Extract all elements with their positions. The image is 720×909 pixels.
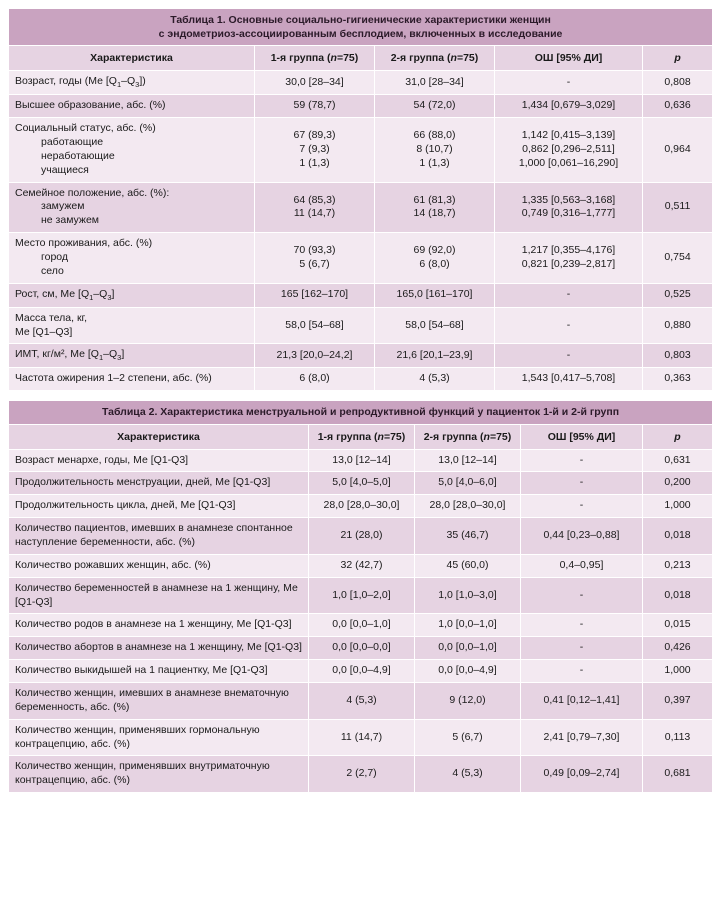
- row-p: 0,525: [643, 283, 713, 307]
- table-row: [9, 118, 713, 182]
- table-row: [9, 554, 713, 577]
- table-row: [9, 637, 713, 660]
- row-label: [9, 233, 255, 284]
- row-or: 0,4–0,95]: [521, 554, 643, 577]
- row-label: Высшее образование, абс. (%): [9, 95, 255, 118]
- row-sublabel: учащиеся: [41, 163, 89, 176]
- table-row: [9, 719, 713, 756]
- row-group2: 4 (5,3): [415, 756, 521, 793]
- row-group1: 4 (5,3): [309, 682, 415, 719]
- row-or: 1,434 [0,679–3,029]: [495, 95, 643, 118]
- row-group2: 9 (12,0): [415, 682, 521, 719]
- row-label-main: Семейное положение, абс. (%):: [15, 186, 170, 199]
- row-group1: 21,3 [20,0–24,2]: [255, 344, 375, 368]
- row-or: -: [495, 283, 643, 307]
- row-label: Количество рожавших женщин, абс. (%): [9, 554, 309, 577]
- row-group1: 2 (2,7): [309, 756, 415, 793]
- row-p: 0,511: [643, 182, 713, 233]
- row-label: Количество родов в анамнезе на 1 женщину, Ме [Q1-Q3]: [9, 614, 309, 637]
- table-2-col-or-ci: ОШ [95% ДИ]: [521, 424, 643, 449]
- table-2: [8, 400, 713, 793]
- row-group1: 58,0 [54–68]: [255, 307, 375, 344]
- row-or: 0,49 [0,09–2,74]: [521, 756, 643, 793]
- table-2-col-group-1: 1-я группа (n=75): [309, 424, 415, 449]
- row-p: 0,803: [643, 344, 713, 368]
- row-or: -: [521, 660, 643, 683]
- row-label: Количество абортов в анамнезе на 1 женщину, Ме [Q1-Q3]: [9, 637, 309, 660]
- table-1: [8, 8, 713, 391]
- row-or: 1,335 [0,563–3,168] 0,749 [0,316–1,777]: [495, 182, 643, 233]
- row-group2: 1,0 [1,0–3,0]: [415, 577, 521, 614]
- row-group1: 70 (93,3) 5 (6,7): [255, 233, 375, 284]
- row-label: Возраст менархе, годы, Ме [Q1-Q3]: [9, 449, 309, 472]
- row-group2: 5 (6,7): [415, 719, 521, 756]
- row-group2: 21,6 [20,1–23,9]: [375, 344, 495, 368]
- row-group2: 165,0 [161–170]: [375, 283, 495, 307]
- row-group2: 45 (60,0): [415, 554, 521, 577]
- table-2-caption-row: [9, 401, 713, 424]
- row-or: -: [521, 495, 643, 518]
- table-2-col-characteristic: Характеристика: [9, 424, 309, 449]
- row-label: Продолжительность цикла, дней, Ме [Q1-Q3]: [9, 495, 309, 518]
- row-group1: 0,0 [0,0–1,0]: [309, 614, 415, 637]
- table-row: [9, 472, 713, 495]
- row-or: 1,142 [0,415–3,139] 0,862 [0,296–2,511] 1,000 [0,061–16,290]: [495, 118, 643, 182]
- row-label: Количество женщин, применявших внутриматочную контрацепцию, абс. (%): [9, 756, 309, 793]
- table-2-caption: Таблица 2. Характеристика менструальной и репродуктивной функций у пациенток 1-й и 2-й групп: [9, 401, 713, 424]
- row-p: 0,636: [643, 95, 713, 118]
- row-p: 0,363: [643, 368, 713, 391]
- table-2-col-p: p: [643, 424, 713, 449]
- row-group1: 59 (78,7): [255, 95, 375, 118]
- table-row: [9, 233, 713, 284]
- row-or: -: [495, 71, 643, 95]
- row-label: Рост, см, Ме $[Q_1-Q_3]$: [9, 283, 255, 307]
- row-group2: 1,0 [0,0–1,0]: [415, 614, 521, 637]
- row-sublabel: неработающие: [41, 149, 115, 162]
- row-sublabel: замужем: [41, 200, 85, 213]
- table-1-col-group-1: 1-я группа (n=75): [255, 46, 375, 71]
- row-or: 1,217 [0,355–4,176] 0,821 [0,239–2,817]: [495, 233, 643, 284]
- table-2-col-group-2: 2-я группа (n=75): [415, 424, 521, 449]
- table-1-col-or-ci: ОШ [95% ДИ]: [495, 46, 643, 71]
- table-row: [9, 95, 713, 118]
- row-or: -: [521, 472, 643, 495]
- table-row: [9, 577, 713, 614]
- row-group1: 0,0 [0,0–4,9]: [309, 660, 415, 683]
- row-p: 1,000: [643, 660, 713, 683]
- row-group1: 21 (28,0): [309, 518, 415, 555]
- table-row: [9, 182, 713, 233]
- row-group2: 58,0 [54–68]: [375, 307, 495, 344]
- table-1-caption: [9, 9, 713, 46]
- row-or: -: [521, 614, 643, 637]
- table-row: [9, 682, 713, 719]
- row-label: Частота ожирения 1–2 степени, абс. (%): [9, 368, 255, 391]
- row-label: [9, 182, 255, 233]
- row-group1: 13,0 [12–14]: [309, 449, 415, 472]
- row-p: 0,015: [643, 614, 713, 637]
- row-label: ИМТ, кг/м², Ме $[Q_1-Q_3]$: [9, 344, 255, 368]
- row-or: 1,543 [0,417–5,708]: [495, 368, 643, 391]
- row-label: Количество беременностей в анамнезе на 1 женщину, Ме [Q1-Q3]: [9, 577, 309, 614]
- table-1-header-row: [9, 46, 713, 71]
- row-sublabel: город: [41, 251, 69, 264]
- table-gap: [8, 391, 712, 400]
- row-group1: 0,0 [0,0–0,0]: [309, 637, 415, 660]
- row-label: Количество выкидышей на 1 пациентку, Ме [Q1-Q3]: [9, 660, 309, 683]
- row-p: 1,000: [643, 495, 713, 518]
- row-p: 0,018: [643, 518, 713, 555]
- row-p: 0,426: [643, 637, 713, 660]
- row-group1: 67 (89,3) 7 (9,3) 1 (1,3): [255, 118, 375, 182]
- row-group2: 13,0 [12–14]: [415, 449, 521, 472]
- row-or: -: [521, 637, 643, 660]
- row-label: Количество женщин, применявших гормональную контрацепцию, абс. (%): [9, 719, 309, 756]
- row-sublabel: не замужем: [41, 214, 99, 227]
- row-group1: 6 (8,0): [255, 368, 375, 391]
- row-p: 0,200: [643, 472, 713, 495]
- row-group2: 69 (92,0) 6 (8,0): [375, 233, 495, 284]
- table-row: [9, 756, 713, 793]
- row-p: 0,397: [643, 682, 713, 719]
- row-p: 0,018: [643, 577, 713, 614]
- row-group1: 64 (85,3) 11 (14,7): [255, 182, 375, 233]
- row-label-main: Место проживания, абс. (%): [15, 237, 153, 250]
- row-p: 0,213: [643, 554, 713, 577]
- table-1-col-p: p: [643, 46, 713, 71]
- table-1-caption-line-1: Таблица 1. Основные социально-гигиенические характеристики женщин: [170, 14, 551, 26]
- table-row: [9, 449, 713, 472]
- row-p: 0,964: [643, 118, 713, 182]
- row-group2: 66 (88,0) 8 (10,7) 1 (1,3): [375, 118, 495, 182]
- table-1-caption-row: [9, 9, 713, 46]
- row-p: 0,113: [643, 719, 713, 756]
- row-label: Масса тела, кг, Ме [Q1–Q3]: [9, 307, 255, 344]
- row-group2: 35 (46,7): [415, 518, 521, 555]
- table-row: [9, 518, 713, 555]
- row-group2: 0,0 [0,0–1,0]: [415, 637, 521, 660]
- row-group2: 4 (5,3): [375, 368, 495, 391]
- row-label: Количество женщин, имевших в анамнезе внематочную беременность, абс. (%): [9, 682, 309, 719]
- row-group1: 28,0 [28,0–30,0]: [309, 495, 415, 518]
- row-p: 0,631: [643, 449, 713, 472]
- row-group1: 165 [162–170]: [255, 283, 375, 307]
- row-label: Продолжительность менструации, дней, Ме [Q1-Q3]: [9, 472, 309, 495]
- row-group2: 54 (72,0): [375, 95, 495, 118]
- row-group1: 1,0 [1,0–2,0]: [309, 577, 415, 614]
- row-group2: 28,0 [28,0–30,0]: [415, 495, 521, 518]
- table-2-header-row: [9, 424, 713, 449]
- row-sublabel: село: [41, 264, 64, 277]
- row-or: 0,41 [0,12–1,41]: [521, 682, 643, 719]
- row-or: -: [495, 307, 643, 344]
- row-group2: 0,0 [0,0–4,9]: [415, 660, 521, 683]
- table-row: [9, 495, 713, 518]
- row-group2: 5,0 [4,0–6,0]: [415, 472, 521, 495]
- row-group2: 31,0 [28–34]: [375, 71, 495, 95]
- row-group1: 32 (42,7): [309, 554, 415, 577]
- row-or: -: [521, 449, 643, 472]
- row-label: Возраст, годы (Ме $[Q_1-Q_3]$): [9, 71, 255, 95]
- row-p: 0,880: [643, 307, 713, 344]
- row-group1: 11 (14,7): [309, 719, 415, 756]
- table-1-col-group-2: 2-я группа (n=75): [375, 46, 495, 71]
- row-p: 0,808: [643, 71, 713, 95]
- table-1-col-characteristic: Характеристика: [9, 46, 255, 71]
- table-row: [9, 71, 713, 95]
- row-group2: 61 (81,3) 14 (18,7): [375, 182, 495, 233]
- table-row: [9, 307, 713, 344]
- row-or: -: [495, 344, 643, 368]
- row-p: 0,754: [643, 233, 713, 284]
- table-1-caption-line-2: с эндометриоз-ассоциированным бесплодием, включенных в исследование: [158, 28, 563, 41]
- row-or: -: [521, 577, 643, 614]
- row-label-main: Социальный статус, абс. (%): [15, 122, 156, 135]
- row-or: 0,44 [0,23–0,88]: [521, 518, 643, 555]
- table-row: [9, 368, 713, 391]
- row-group1: 30,0 [28–34]: [255, 71, 375, 95]
- row-p: 0,681: [643, 756, 713, 793]
- table-row: [9, 283, 713, 307]
- row-label: Количество пациентов, имевших в анамнезе спонтанное наступление беременности, абс. (%): [9, 518, 309, 555]
- row-sublabel: работающие: [41, 136, 104, 149]
- table-row: [9, 660, 713, 683]
- table-row: [9, 614, 713, 637]
- row-group1: 5,0 [4,0–5,0]: [309, 472, 415, 495]
- table-row: [9, 344, 713, 368]
- row-label: [9, 118, 255, 182]
- row-or: 2,41 [0,79–7,30]: [521, 719, 643, 756]
